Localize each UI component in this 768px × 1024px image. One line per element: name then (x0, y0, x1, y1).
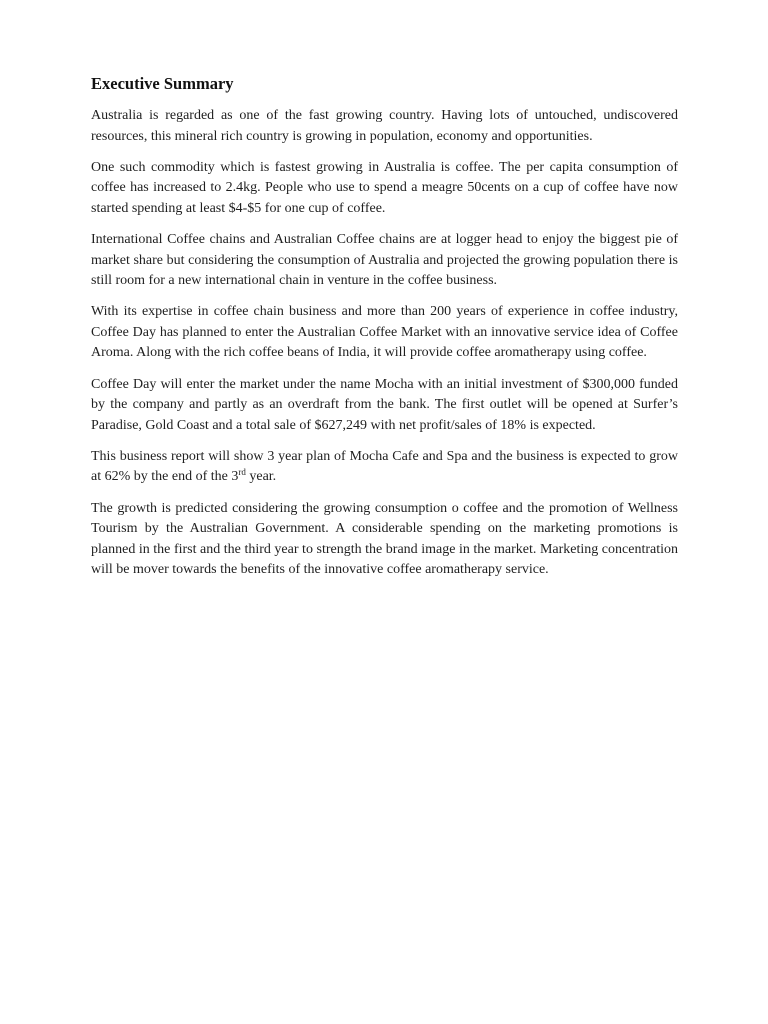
paragraph-6 (91, 447, 678, 488)
paragraph-6-tail: year. (245, 469, 277, 485)
paragraph-2: One such commodity which is fastest growing in Australia is coffee. The per capita consumption of coffee has increased to 2.4kg. People who use to spend a meagre 50cents on a cup of coffee have now started spending at least $4-$5 for one cup of coffee. (91, 159, 678, 216)
paragraph-6-text: This business report will show 3 year plan of Mocha Cafe and Spa and the business is expected to grow at 62% by the end of the 3 (91, 448, 678, 485)
paragraph-5: Coffee Day will enter the market under the name Mocha with an initial investment of $300,000 funded by the company and partly as an overdraft from the bank. The first outlet will be opened at Surfer’s Paradise, Gold Coast and a total sale of $627,249 with net profit/sales of 18% is expected. (91, 376, 678, 433)
paragraph-1: Australia is regarded as one of the fast growing country. Having lots of untouched, undiscovered resources, this mineral rich country is growing in population, economy and opportunities. (91, 108, 678, 144)
paragraph-7: The growth is predicted considering the growing consumption o coffee and the promotion of Wellness Tourism by the Australian Government. A considerable spending on the marketing promotions is planned in the first and the third year to strength the brand image in the market. Marketing concentration will be mover towards the benefits of the innovative coffee aromatherapy service. (91, 500, 678, 578)
paragraph-4: With its expertise in coffee chain business and more than 200 years of experience in coffee industry, Coffee Day has planned to enter the Australian Coffee Market with an innovative service idea of Coffee Aroma. Along with the rich coffee beans of India, it will provide coffee aromatherapy using coffee. (91, 304, 678, 361)
document-body (91, 73, 678, 591)
paragraph-3: International Coffee chains and Australian Coffee chains are at logger head to enjoy the biggest pie of market share but considering the consumption of Australia and projected the growing population there is still room for a new international chain in venture in the coffee business. (91, 231, 678, 289)
section-title: Executive Summary (91, 74, 234, 93)
ordinal-superscript: rd (238, 467, 246, 478)
